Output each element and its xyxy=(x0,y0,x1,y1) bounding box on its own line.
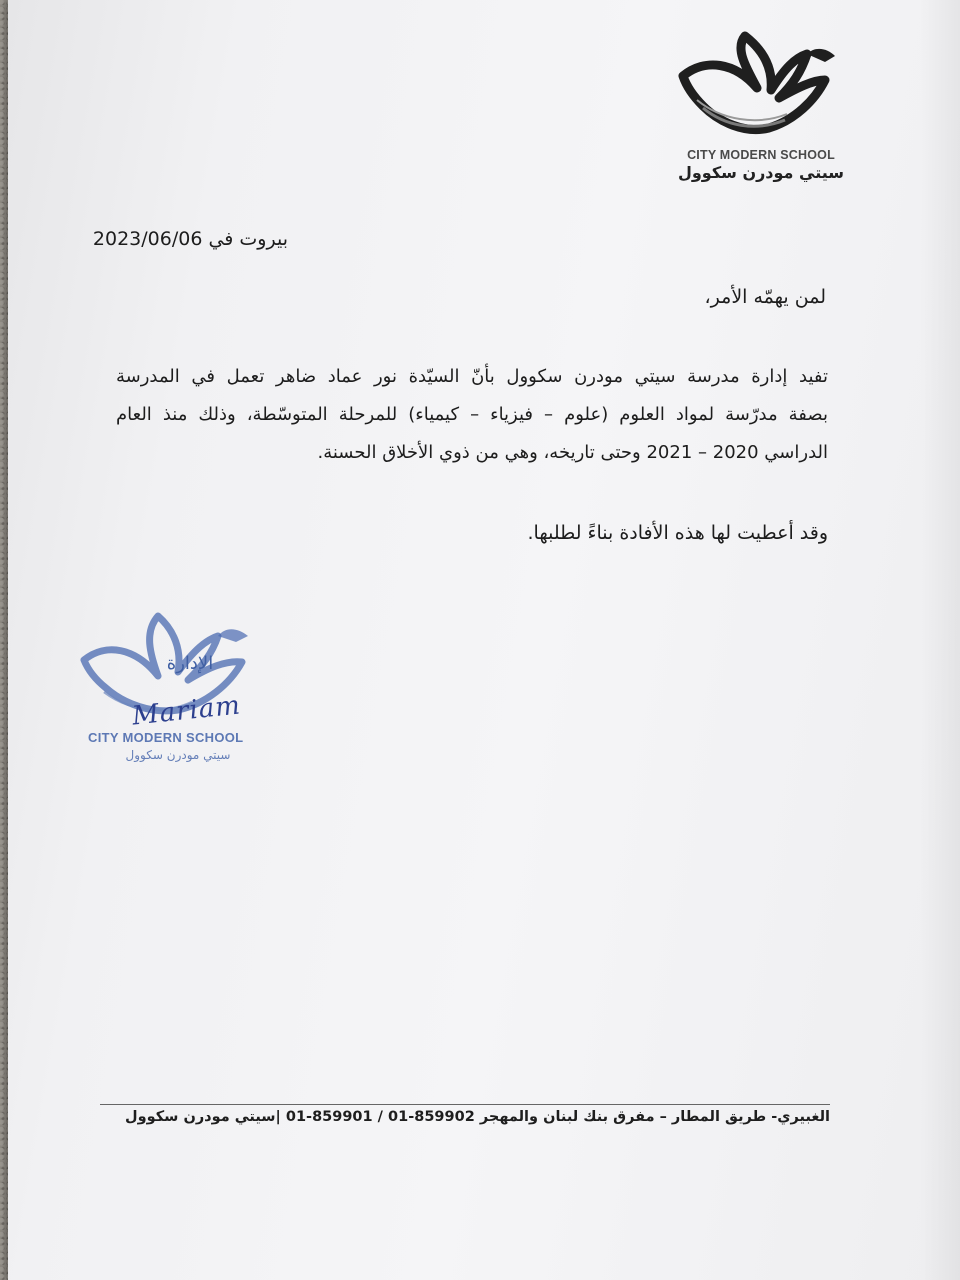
paper-shadow xyxy=(920,0,960,1280)
letter-body xyxy=(116,360,828,474)
letter-greeting: لمن يهمّه الأمر، xyxy=(704,286,826,308)
stamp-administration-label: الإدارة xyxy=(166,653,214,674)
letter-dateline: بيروت في 2023/06/06 xyxy=(92,228,288,250)
logo-school-name-en: CITY MODERN SCHOOL xyxy=(687,148,835,162)
body-line-2: بصفة مدرّسة لمواد العلوم (علوم – فيزياء – كيمياء) للمرحلة المتوسّطة، وذلك منذ العام xyxy=(116,404,828,425)
body-line-1: تفيد إدارة مدرسة سيتي مودرن سكوول بأنّ السيّدة نور عماد ضاهر تعمل في المدرسة xyxy=(116,366,828,387)
footer-divider xyxy=(100,1104,830,1105)
letter-closing: وقد أعطيت لها هذه الأفادة بناءً لطلبها. xyxy=(527,522,828,544)
handwritten-signature: Mariam xyxy=(130,690,243,732)
school-logo-icon xyxy=(675,28,845,138)
body-line-3: الدراسي 2020 – 2021 وحتى تاريخه، وهي من ذوي الأخلاق الحسنة. xyxy=(317,442,828,463)
footer-address: الغبيري- طريق المطار – مفرق بنك لبنان والمهجر 859902-01 / 859901-01 |سيتي مودرن سكوول xyxy=(125,1109,830,1125)
stamp-school-name-en: CITY MODERN SCHOOL xyxy=(88,730,244,745)
stamp-school-name-ar: سيتي مودرن سكوول xyxy=(125,748,231,762)
logo-school-name-ar: سيتي مودرن سكوول xyxy=(677,163,845,182)
